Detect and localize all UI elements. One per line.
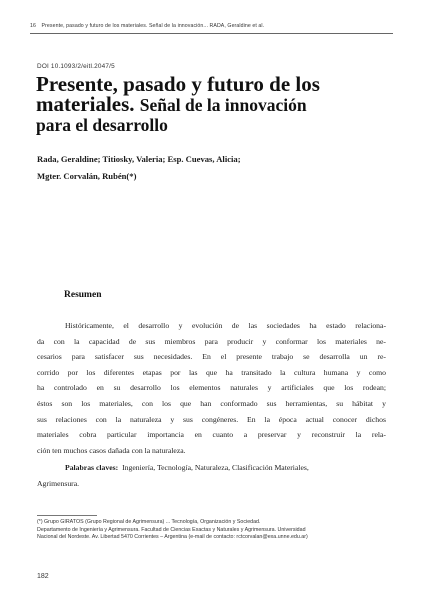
abstract-line: da con la capacidad de sus miembros para producir y conformar los materiales ne- [37, 336, 386, 346]
abstract-line: corrido por los diferentes etapas por las que ha transitado la cultura humana y como [37, 367, 386, 377]
title-line-2-main: materiales. [36, 92, 135, 116]
abstract-line: materiales cobra particular importancia en cuanto a preservar y reconstruir la rela- [37, 430, 386, 440]
keywords-line-2: Agrimensura. [37, 478, 80, 488]
abstract-body [37, 318, 386, 458]
title-line-2-rest: Señal de la innovación [139, 95, 307, 115]
abstract-line: ha controlado en su desarrollo los elementos naturales y artificiales que los rodean; [37, 383, 386, 393]
doi: DOI 10.1093/2/eitl.2047/5 [37, 63, 115, 70]
abstract-line: ción ten muchos casos dañada con la naturaleza. [37, 445, 186, 455]
abstract-line: sus relaciones con la naturaleza y sus congéneres. En la época actual conocer dichos [37, 414, 386, 424]
footnote-line: (*) Grupo GIRATOS (Grupo Regional de Agrimensura) ... Tecnología, Organización y Sociedad. [37, 519, 261, 525]
keywords-label: Palabras claves: [65, 463, 119, 472]
authors-line-2: Mgter. Corvalán, Rubén(*) [37, 171, 137, 181]
keywords [37, 460, 386, 491]
footnote-line: Departamento de Ingeniería y Agrimensura. Facultad de Ciencias Exactas y Naturales y Agrimensura. Universidad [37, 526, 306, 533]
article-title [36, 74, 386, 135]
title-line-3: para el desarrollo [36, 115, 168, 135]
authors [37, 151, 387, 185]
footnote-rule [37, 515, 97, 516]
abstract-line: Históricamente, el desarrollo y evolución de las sociedades ha estado relaciona- [65, 321, 386, 330]
footnote [37, 519, 389, 542]
abstract-line: cesarios para satisfacer sus necesidades. En el presente trabajo se desarrolla un re- [37, 352, 386, 362]
keywords-list: Ingeniería, Tecnología, Naturaleza, Clasificación Materiales, [122, 463, 309, 472]
abstract-heading: Resumen [64, 290, 102, 300]
running-head-text: Presente, pasado y futuro de los materiales. Señal de la innovación... RADA, Geraldine et al. [41, 23, 265, 29]
title-line-2 [36, 94, 386, 115]
running-head [30, 23, 393, 29]
abstract-line: éstos son los materiales, con los que han conformado sus herramientas, su hábitat y [37, 398, 386, 408]
page-number: 182 [37, 573, 49, 580]
keywords-line-1 [37, 460, 386, 476]
title-line-1: Presente, pasado y futuro de los [36, 72, 320, 96]
footnote-line: Nacional del Nordeste. Av. Libertad 5470 Corrientes – Argentina (e-mail de contacto: rctcorvalan@exa.unne.edu.ar) [37, 534, 308, 541]
running-head-page: 16 [30, 23, 36, 29]
authors-line-1: Rada, Geraldine; Titiosky, Valeria; Esp. Cuevas, Alicia; [37, 154, 241, 164]
header-rule [30, 33, 393, 34]
